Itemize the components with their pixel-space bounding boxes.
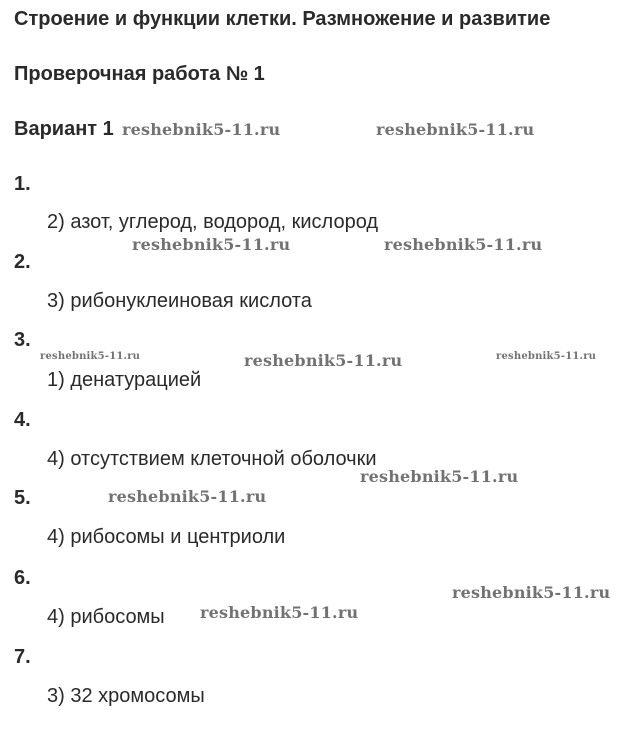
watermark: reshebnik5-11.ru xyxy=(496,351,597,362)
work-title: Проверочная работа № 1 xyxy=(14,63,265,85)
question-number: 1. xyxy=(14,173,31,195)
watermark: reshebnik5-11.ru xyxy=(132,235,291,254)
watermark: reshebnik5-11.ru xyxy=(122,120,281,139)
question-number: 7. xyxy=(14,646,31,668)
question-answer: 3) 32 хромосомы xyxy=(47,685,205,707)
watermark: reshebnik5-11.ru xyxy=(452,583,611,602)
question-answer: 4) рибосомы xyxy=(47,606,165,628)
document-title: Строение и функции клетки. Размножение и развитие xyxy=(14,8,551,30)
watermark: reshebnik5-11.ru xyxy=(376,120,535,139)
question-number: 6. xyxy=(14,567,31,589)
watermark: reshebnik5-11.ru xyxy=(384,235,543,254)
question-number: 4. xyxy=(14,409,31,431)
watermark: reshebnik5-11.ru xyxy=(40,351,141,362)
watermark: reshebnik5-11.ru xyxy=(360,467,519,486)
question-answer: 2) азот, углерод, водород, кислород xyxy=(47,211,379,233)
question-number: 3. xyxy=(14,329,31,351)
question-number: 5. xyxy=(14,487,31,509)
variant-label: Вариант 1 xyxy=(14,118,114,140)
question-answer: 3) рибонуклеиновая кислота xyxy=(47,290,312,312)
question-answer: 4) рибосомы и центриоли xyxy=(47,526,286,548)
watermark: reshebnik5-11.ru xyxy=(108,487,267,506)
question-answer: 4) отсутствием клеточной оболочки xyxy=(47,448,377,470)
watermark: reshebnik5-11.ru xyxy=(244,351,403,370)
question-answer: 1) денатурацией xyxy=(47,369,202,391)
watermark: reshebnik5-11.ru xyxy=(200,603,359,622)
question-number: 2. xyxy=(14,251,31,273)
